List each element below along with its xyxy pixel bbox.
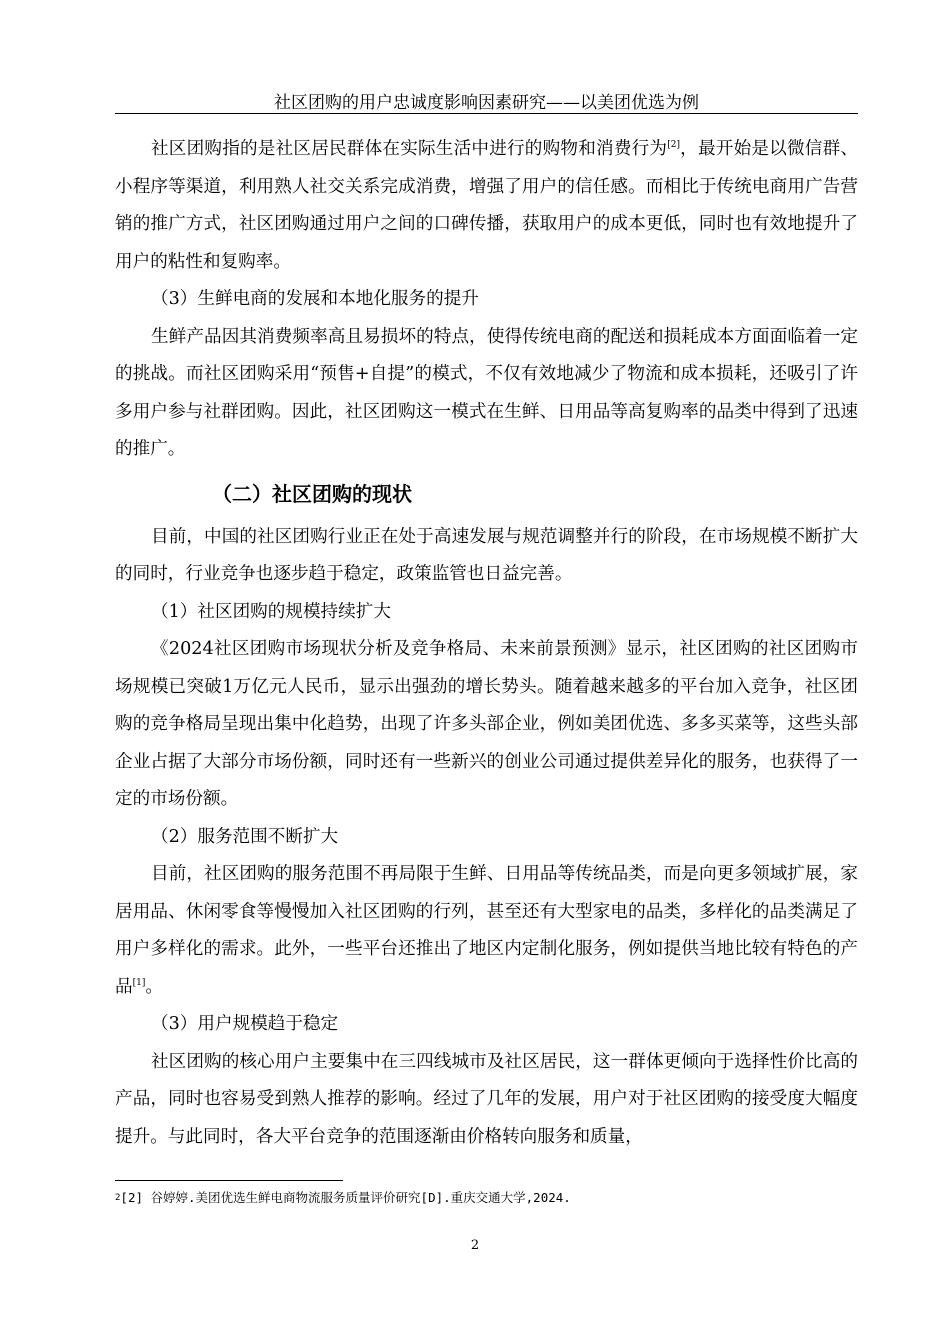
paragraph-community-group-buying-definition <box>115 131 858 281</box>
footnote-rule <box>115 1180 343 1181</box>
subheading-scale-expanding: （1）社区团购的规模持续扩大 <box>151 601 391 622</box>
section-heading-current-status: （二）社区团购的现状 <box>212 481 412 506</box>
citation-ref: [1] <box>132 977 146 988</box>
subheading-service-scope: （2）服务范围不断扩大 <box>151 826 339 847</box>
paragraph-core-users: 社区团购的核心用户主要集中在三四线城市及社区居民，这一群体更倾向于选择性价比高的产品，同时也容易受到熟人推荐的影响。经过了几年的发展，用户对于社区团购的接受度大幅度提升。与此同时，各大平台竞争的范围逐渐由价格转向服务和质量， <box>115 1051 858 1147</box>
paragraph-text: 。 <box>145 976 163 997</box>
footnote-mark: 2 <box>115 1193 121 1203</box>
page-number: 2 <box>470 1238 480 1253</box>
paragraph-fresh-products: 生鲜产品因其消费频率高且易损坏的特点，使得传统电商的配送和损耗成本方面面临着一定的挑战。而社区团购采用“预售+自提”的模式，不仅有效地减少了物流和成本损耗，还吸引了许多用户参与社群团购。因此，社区团购这一模式在生鲜、日用品等高复购率的品类中得到了迅速的推广。 <box>115 326 858 459</box>
paragraph-market-scale: 《2024社区团购市场现状分析及竞争格局、未来前景预测》显示，社区团购的社区团购市场规模已突破1万亿元人民币，显示出强劲的增长势头。随着越来越多的平台加入竞争，社区团购的竞争格局呈现出集中化趋势，出现了许多头部企业，例如美团优选、多多买菜等，这些头部企业占据了大部分市场份额，同时还有一些新兴的创业公司通过提供差异化的服务，也获得了一定的市场份额。 <box>115 639 858 809</box>
paragraph-text: 社区团购指的是社区居民群体在实际生活中进行的购物和消费行为 <box>151 139 668 159</box>
page-body <box>115 131 858 1156</box>
paragraph-industry-stage: 目前，中国的社区团购行业正在处于高速发展与规范调整并行的阶段，在市场规模不断扩大的同时，行业竞争也逐步趋于稳定，政策监管也日益完善。 <box>115 526 858 584</box>
running-header: 社区团购的用户忠诚度影响因素研究——以美团优选为例 <box>274 93 699 113</box>
paragraph-text: 目前，社区团购的服务范围不再局限于生鲜、日用品等传统品类，而是向更多领域扩展，家居用品、休闲零食等慢慢加入社区团购的行列，甚至还有大型家电的品类，多样化的品类满足了用户多样化的需求。此外，一些平台还推出了地区内定制化服务，例如提供当地比较有特色的产品 <box>115 864 858 997</box>
citation-ref: [2] <box>667 140 680 150</box>
footnote <box>115 1188 858 1208</box>
footnote-text: [2] 谷婷婷.美团优选生鲜电商物流服务质量评价研究[D].重庆交通大学,2024. <box>120 1190 571 1205</box>
paragraph-text: ，最开始是以微信群、小程序等渠道，利用熟人社交关系完成消费，增强了用户的信任感。而相比于传统电商用广告营销的推广方式，社区团购通过用户之间的口碑传播，获取用户的成本更低，同时也有效地提升了用户的粘性和复购率。 <box>115 139 858 272</box>
paragraph-service-scope <box>115 856 858 1006</box>
subheading-user-scale: （3）用户规模趋于稳定 <box>151 1014 339 1034</box>
header-rule <box>115 113 858 114</box>
subheading-fresh-ecommerce: （3）生鲜电商的发展和本地化服务的提升 <box>151 289 479 309</box>
